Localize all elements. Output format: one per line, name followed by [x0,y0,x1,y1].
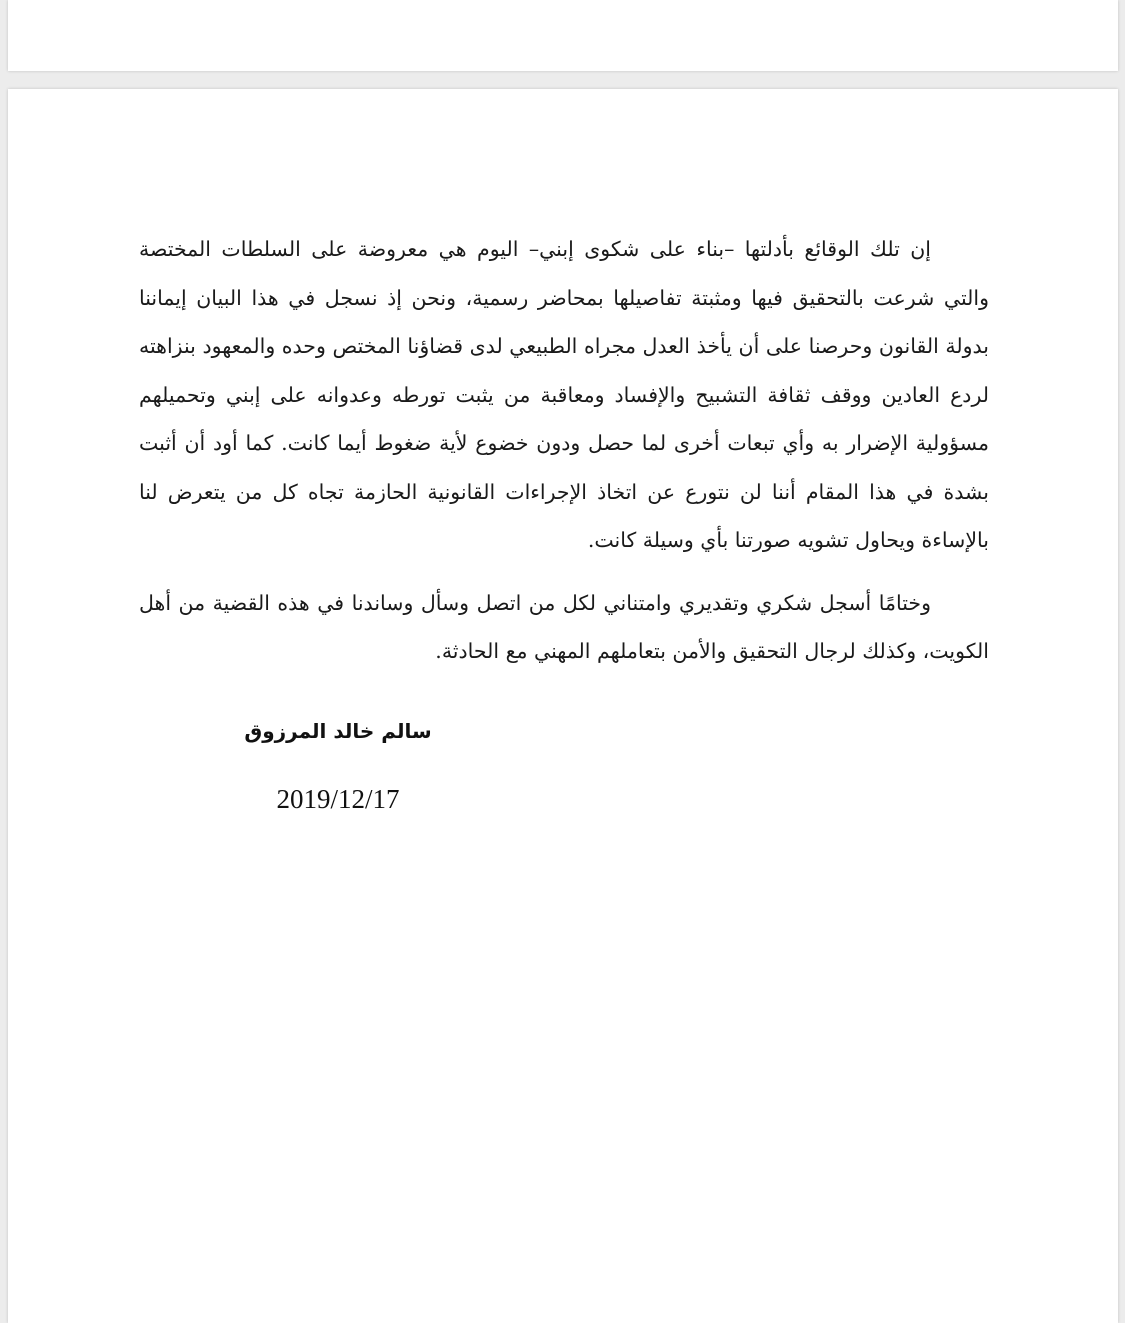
previous-page [8,0,1118,71]
paragraph-closing: وختامًا أسجل شكري وتقديري وامتناني لكل من اتصل وسأل وساندنا في هذه القضية من أهل الكويت، وكذلك لرجال التحقيق والأمن بتعاملهم المهني مع الحادثة. [139,590,989,663]
paragraph-statement: إن تلك الوقائع بأدلتها –بناء على شكوى إبني– اليوم هي معروضة على السلطات المختصة والتي شرعت بالتحقيق فيها ومثبتة تفاصيلها بمحاضر رسمية، ونحن إذ نسجل في هذا البيان إيماننا بدولة القانون وحرصنا على أن يأخذ العدل مجراه الطبيعي لدى قضاؤنا المختص وحده والمعهود بنزاهته لردع العادين ووقف ثقافة التشبيح والإفساد ومعاقبة من يثبت تورطه وعدوانه على إبني وتحميلهم مسؤولية الإضرار به وأي تبعات أخرى لما حصل ودون خضوع لأية ضغوط أيما كانت. كما أود أن أثبت بشدة في هذا المقام أننا لن نتورع عن اتخاذ الإجراءات القانونية الحازمة تجاه كل من يتعرض لنا بالإساءة ويحاول تشويه صورتنا بأي وسيلة كانت. [139,237,989,552]
document-body [139,225,989,676]
document-date: 2019/12/17 [276,784,400,814]
signature-name: سالم خالد المرزوق [244,719,432,743]
document-page [8,89,1118,1323]
